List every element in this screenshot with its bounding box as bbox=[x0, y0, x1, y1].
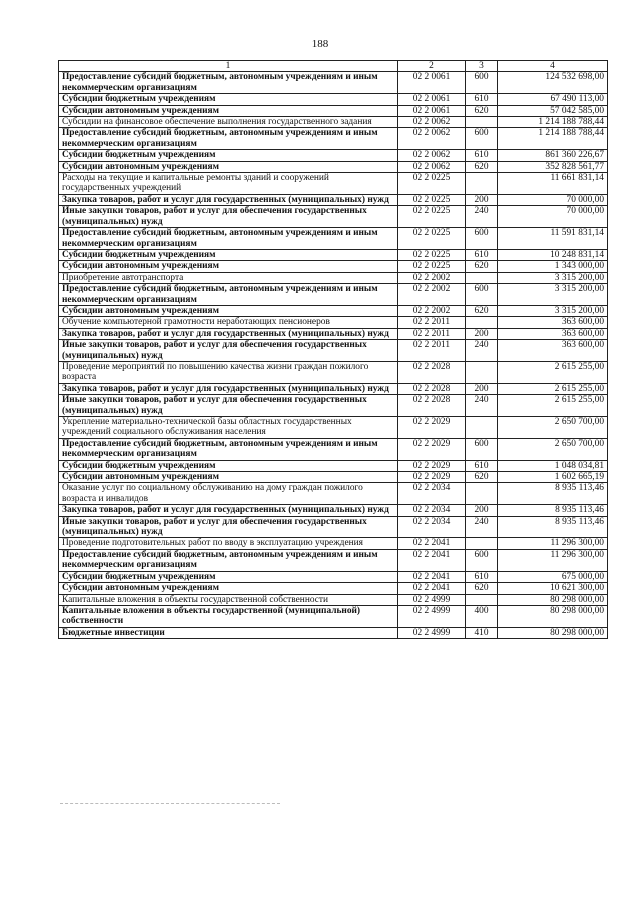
row-code-cell: 02 2 2029 bbox=[398, 417, 466, 439]
row-amount-cell: 124 532 698,00 bbox=[498, 72, 608, 94]
table-row bbox=[59, 516, 608, 538]
table-row bbox=[59, 594, 608, 605]
row-type-cell: 620 bbox=[466, 305, 498, 316]
header-col-3: 3 bbox=[466, 61, 498, 72]
row-type-cell: 240 bbox=[466, 516, 498, 538]
row-type-cell: 620 bbox=[466, 105, 498, 116]
row-code-cell: 02 2 2029 bbox=[398, 438, 466, 460]
row-code-cell: 02 2 0062 bbox=[398, 150, 466, 161]
row-name-cell: Капитальные вложения в объекты государственной (муниципальной) собственности bbox=[59, 605, 398, 627]
row-code-cell: 02 2 0225 bbox=[398, 173, 466, 195]
row-name-cell: Капитальные вложения в объекты государственной собственности bbox=[59, 594, 398, 605]
row-type-cell bbox=[466, 361, 498, 383]
row-name-cell: Субсидии автономным учреждениям bbox=[59, 472, 398, 483]
row-name-cell: Предоставление субсидий бюджетным, автономным учреждениям и иным некоммерческим организациям bbox=[59, 72, 398, 94]
row-amount-cell: 80 298 000,00 bbox=[498, 605, 608, 627]
row-amount-cell: 2 615 255,00 bbox=[498, 383, 608, 394]
table-row bbox=[59, 583, 608, 594]
table-row bbox=[59, 571, 608, 582]
row-code-cell: 02 2 2002 bbox=[398, 272, 466, 283]
row-code-cell: 02 2 0225 bbox=[398, 206, 466, 228]
table-row bbox=[59, 228, 608, 250]
row-type-cell: 240 bbox=[466, 340, 498, 362]
row-amount-cell: 2 615 255,00 bbox=[498, 361, 608, 383]
row-type-cell: 240 bbox=[466, 395, 498, 417]
row-type-cell: 410 bbox=[466, 627, 498, 638]
row-code-cell: 02 2 2029 bbox=[398, 460, 466, 471]
row-amount-cell: 70 000,00 bbox=[498, 194, 608, 205]
row-code-cell: 02 2 2002 bbox=[398, 305, 466, 316]
row-type-cell: 610 bbox=[466, 150, 498, 161]
row-amount-cell: 11 296 300,00 bbox=[498, 538, 608, 549]
row-amount-cell: 11 591 831,14 bbox=[498, 228, 608, 250]
row-code-cell: 02 2 2028 bbox=[398, 395, 466, 417]
row-amount-cell: 3 315 200,00 bbox=[498, 284, 608, 306]
row-type-cell: 600 bbox=[466, 284, 498, 306]
table-row bbox=[59, 383, 608, 394]
table-row bbox=[59, 105, 608, 116]
table-row bbox=[59, 472, 608, 483]
row-name-cell: Бюджетные инвестиции bbox=[59, 627, 398, 638]
row-name-cell: Субсидии бюджетным учреждениям bbox=[59, 150, 398, 161]
row-name-cell: Укрепление материально-технической базы областных государственных учреждений социального обслуживания населения bbox=[59, 417, 398, 439]
table-row bbox=[59, 483, 608, 505]
row-name-cell: Приобретение автотранспорта bbox=[59, 272, 398, 283]
table-row bbox=[59, 206, 608, 228]
row-name-cell: Расходы на текущие и капитальные ремонты зданий и сооружений государственных учреждений bbox=[59, 173, 398, 195]
row-name-cell: Предоставление субсидий бюджетным, автономным учреждениям и иным некоммерческим организациям bbox=[59, 228, 398, 250]
row-name-cell: Иные закупки товаров, работ и услуг для обеспечения государственных (муниципальных) нужд bbox=[59, 395, 398, 417]
row-type-cell: 620 bbox=[466, 583, 498, 594]
row-amount-cell: 363 600,00 bbox=[498, 340, 608, 362]
row-code-cell: 02 2 0225 bbox=[398, 249, 466, 260]
row-amount-cell: 11 661 831,14 bbox=[498, 173, 608, 195]
row-amount-cell: 1 214 188 788,44 bbox=[498, 128, 608, 150]
row-code-cell: 02 2 0225 bbox=[398, 194, 466, 205]
row-code-cell: 02 2 0062 bbox=[398, 161, 466, 172]
row-amount-cell: 8 935 113,46 bbox=[498, 505, 608, 516]
row-code-cell: 02 2 0225 bbox=[398, 228, 466, 250]
table-row bbox=[59, 249, 608, 260]
row-type-cell: 610 bbox=[466, 460, 498, 471]
table-row bbox=[59, 538, 608, 549]
row-name-cell: Проведение подготовительных работ по вводу в эксплуатацию учреждения bbox=[59, 538, 398, 549]
row-name-cell: Иные закупки товаров, работ и услуг для обеспечения государственных (муниципальных) нужд bbox=[59, 206, 398, 228]
row-name-cell: Закупка товаров, работ и услуг для государственных (муниципальных) нужд bbox=[59, 383, 398, 394]
row-type-cell: 610 bbox=[466, 249, 498, 260]
row-code-cell: 02 2 2034 bbox=[398, 516, 466, 538]
row-name-cell: Закупка товаров, работ и услуг для государственных (муниципальных) нужд bbox=[59, 328, 398, 339]
row-code-cell: 02 2 0225 bbox=[398, 261, 466, 272]
table-row bbox=[59, 161, 608, 172]
row-name-cell: Предоставление субсидий бюджетным, автономным учреждениям и иным некоммерческим организациям bbox=[59, 284, 398, 306]
row-type-cell bbox=[466, 117, 498, 128]
row-type-cell: 600 bbox=[466, 228, 498, 250]
table-row bbox=[59, 328, 608, 339]
row-code-cell: 02 2 2034 bbox=[398, 505, 466, 516]
row-code-cell: 02 2 0062 bbox=[398, 117, 466, 128]
row-code-cell: 02 2 0061 bbox=[398, 72, 466, 94]
row-amount-cell: 8 935 113,46 bbox=[498, 483, 608, 505]
row-name-cell: Предоставление субсидий бюджетным, автономным учреждениям и иным некоммерческим организациям bbox=[59, 549, 398, 571]
row-type-cell: 200 bbox=[466, 194, 498, 205]
table-row bbox=[59, 460, 608, 471]
table-row bbox=[59, 94, 608, 105]
row-code-cell: 02 2 2002 bbox=[398, 284, 466, 306]
row-name-cell: Иные закупки товаров, работ и услуг для обеспечения государственных (муниципальных) нужд bbox=[59, 340, 398, 362]
row-code-cell: 02 2 2029 bbox=[398, 472, 466, 483]
row-code-cell: 02 2 0061 bbox=[398, 105, 466, 116]
row-amount-cell: 70 000,00 bbox=[498, 206, 608, 228]
row-type-cell: 200 bbox=[466, 328, 498, 339]
row-amount-cell: 363 600,00 bbox=[498, 317, 608, 328]
row-amount-cell: 2 650 700,00 bbox=[498, 417, 608, 439]
row-type-cell: 600 bbox=[466, 72, 498, 94]
row-type-cell bbox=[466, 173, 498, 195]
row-type-cell: 600 bbox=[466, 549, 498, 571]
row-amount-cell: 1 602 665,19 bbox=[498, 472, 608, 483]
row-amount-cell: 3 315 200,00 bbox=[498, 272, 608, 283]
budget-table bbox=[58, 60, 608, 639]
row-amount-cell: 675 000,00 bbox=[498, 571, 608, 582]
row-type-cell: 200 bbox=[466, 383, 498, 394]
row-name-cell: Субсидии автономным учреждениям bbox=[59, 261, 398, 272]
row-code-cell: 02 2 4999 bbox=[398, 627, 466, 638]
row-type-cell bbox=[466, 272, 498, 283]
row-name-cell: Субсидии на финансовое обеспечение выполнения государственного задания bbox=[59, 117, 398, 128]
row-amount-cell: 80 298 000,00 bbox=[498, 627, 608, 638]
row-code-cell: 02 2 2028 bbox=[398, 361, 466, 383]
table-row bbox=[59, 194, 608, 205]
row-name-cell: Субсидии автономным учреждениям bbox=[59, 305, 398, 316]
row-type-cell: 400 bbox=[466, 605, 498, 627]
row-name-cell: Субсидии автономным учреждениям bbox=[59, 583, 398, 594]
row-name-cell: Иные закупки товаров, работ и услуг для обеспечения государственных (муниципальных) нужд bbox=[59, 516, 398, 538]
row-type-cell: 240 bbox=[466, 206, 498, 228]
row-code-cell: 02 2 4999 bbox=[398, 605, 466, 627]
table-row bbox=[59, 605, 608, 627]
row-code-cell: 02 2 2028 bbox=[398, 383, 466, 394]
row-name-cell: Субсидии бюджетным учреждениям bbox=[59, 94, 398, 105]
row-name-cell: Предоставление субсидий бюджетным, автономным учреждениям и иным некоммерческим организациям bbox=[59, 438, 398, 460]
row-name-cell: Оказание услуг по социальному обслуживанию на дому граждан пожилого возраста и инвалидов bbox=[59, 483, 398, 505]
table-row bbox=[59, 261, 608, 272]
row-name-cell: Субсидии автономным учреждениям bbox=[59, 105, 398, 116]
row-name-cell: Субсидии автономным учреждениям bbox=[59, 161, 398, 172]
header-col-4: 4 bbox=[498, 61, 608, 72]
row-type-cell: 620 bbox=[466, 472, 498, 483]
row-code-cell: 02 2 2011 bbox=[398, 340, 466, 362]
row-name-cell: Обучение компьютерной грамотности неработающих пенсионеров bbox=[59, 317, 398, 328]
row-name-cell: Проведение мероприятий по повышению качества жизни граждан пожилого возраста bbox=[59, 361, 398, 383]
table-row bbox=[59, 173, 608, 195]
row-code-cell: 02 2 2041 bbox=[398, 538, 466, 549]
row-type-cell bbox=[466, 317, 498, 328]
table-row bbox=[59, 417, 608, 439]
table-row bbox=[59, 505, 608, 516]
row-code-cell: 02 2 2034 bbox=[398, 483, 466, 505]
row-type-cell: 620 bbox=[466, 261, 498, 272]
row-type-cell bbox=[466, 417, 498, 439]
row-amount-cell: 67 490 113,00 bbox=[498, 94, 608, 105]
row-code-cell: 02 2 2041 bbox=[398, 549, 466, 571]
table-row bbox=[59, 361, 608, 383]
table-row bbox=[59, 627, 608, 638]
row-amount-cell: 352 828 561,77 bbox=[498, 161, 608, 172]
row-type-cell: 200 bbox=[466, 505, 498, 516]
table-row bbox=[59, 340, 608, 362]
header-col-1: 1 bbox=[59, 61, 398, 72]
row-name-cell: Субсидии бюджетным учреждениям bbox=[59, 249, 398, 260]
row-code-cell: 02 2 2041 bbox=[398, 583, 466, 594]
row-amount-cell: 2 650 700,00 bbox=[498, 438, 608, 460]
row-amount-cell: 80 298 000,00 bbox=[498, 594, 608, 605]
row-type-cell bbox=[466, 594, 498, 605]
row-amount-cell: 8 935 113,46 bbox=[498, 516, 608, 538]
row-amount-cell: 1 214 188 788,44 bbox=[498, 117, 608, 128]
row-type-cell bbox=[466, 538, 498, 549]
row-amount-cell: 2 615 255,00 bbox=[498, 395, 608, 417]
row-type-cell bbox=[466, 483, 498, 505]
row-amount-cell: 861 360 226,67 bbox=[498, 150, 608, 161]
page-number: 188 bbox=[311, 38, 329, 50]
row-amount-cell: 363 600,00 bbox=[498, 328, 608, 339]
row-amount-cell: 1 048 034,81 bbox=[498, 460, 608, 471]
row-type-cell: 600 bbox=[466, 128, 498, 150]
table-row bbox=[59, 549, 608, 571]
page-cut-line bbox=[60, 803, 280, 804]
row-type-cell: 610 bbox=[466, 571, 498, 582]
row-code-cell: 02 2 2041 bbox=[398, 571, 466, 582]
row-name-cell: Субсидии бюджетным учреждениям bbox=[59, 571, 398, 582]
row-name-cell: Закупка товаров, работ и услуг для государственных (муниципальных) нужд bbox=[59, 505, 398, 516]
row-amount-cell: 1 343 000,00 bbox=[498, 261, 608, 272]
table-row bbox=[59, 317, 608, 328]
row-code-cell: 02 2 0062 bbox=[398, 128, 466, 150]
row-type-cell: 600 bbox=[466, 438, 498, 460]
row-code-cell: 02 2 2011 bbox=[398, 317, 466, 328]
row-code-cell: 02 2 0061 bbox=[398, 94, 466, 105]
row-type-cell: 610 bbox=[466, 94, 498, 105]
row-code-cell: 02 2 2011 bbox=[398, 328, 466, 339]
table-row bbox=[59, 272, 608, 283]
table-row bbox=[59, 117, 608, 128]
row-name-cell: Предоставление субсидий бюджетным, автономным учреждениям и иным некоммерческим организациям bbox=[59, 128, 398, 150]
row-code-cell: 02 2 4999 bbox=[398, 594, 466, 605]
header-col-2: 2 bbox=[398, 61, 466, 72]
table-row bbox=[59, 305, 608, 316]
row-name-cell: Субсидии бюджетным учреждениям bbox=[59, 460, 398, 471]
row-name-cell: Закупка товаров, работ и услуг для государственных (муниципальных) нужд bbox=[59, 194, 398, 205]
row-amount-cell: 10 621 300,00 bbox=[498, 583, 608, 594]
table-row bbox=[59, 150, 608, 161]
row-amount-cell: 3 315 200,00 bbox=[498, 305, 608, 316]
row-amount-cell: 10 248 831,14 bbox=[498, 249, 608, 260]
table-row bbox=[59, 128, 608, 150]
table-row bbox=[59, 395, 608, 417]
row-amount-cell: 57 042 585,00 bbox=[498, 105, 608, 116]
table-row bbox=[59, 72, 608, 94]
row-type-cell: 620 bbox=[466, 161, 498, 172]
table-header-row bbox=[59, 61, 608, 72]
table-row bbox=[59, 438, 608, 460]
row-amount-cell: 11 296 300,00 bbox=[498, 549, 608, 571]
table-row bbox=[59, 284, 608, 306]
